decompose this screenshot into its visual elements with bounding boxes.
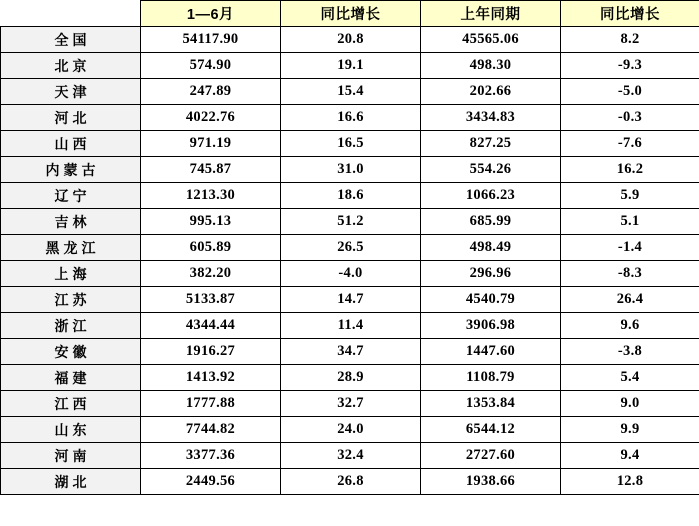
cell-v1: 1413.92 bbox=[141, 365, 281, 391]
cell-v1: 745.87 bbox=[141, 157, 281, 183]
cell-v1: 247.89 bbox=[141, 79, 281, 105]
cell-region: 黑龙江 bbox=[1, 235, 141, 261]
cell-v2: 18.6 bbox=[281, 183, 421, 209]
table-header-row bbox=[1, 1, 699, 27]
cell-v2: 16.5 bbox=[281, 131, 421, 157]
cell-v2: 15.4 bbox=[281, 79, 421, 105]
table-row bbox=[1, 157, 699, 183]
cell-region: 浙江 bbox=[1, 313, 141, 339]
cell-region: 福建 bbox=[1, 365, 141, 391]
cell-v2: 19.1 bbox=[281, 53, 421, 79]
table-row bbox=[1, 365, 699, 391]
cell-v2: 20.8 bbox=[281, 27, 421, 53]
cell-v3: 3434.83 bbox=[421, 105, 561, 131]
cell-region: 全国 bbox=[1, 27, 141, 53]
table-row bbox=[1, 443, 699, 469]
cell-v4: 9.4 bbox=[561, 443, 699, 469]
cell-v3: 1353.84 bbox=[421, 391, 561, 417]
table-body bbox=[1, 27, 699, 495]
cell-v3: 45565.06 bbox=[421, 27, 561, 53]
cell-v4: -7.6 bbox=[561, 131, 699, 157]
cell-v1: 1916.27 bbox=[141, 339, 281, 365]
table-row bbox=[1, 391, 699, 417]
cell-v3: 4540.79 bbox=[421, 287, 561, 313]
cell-v2: 28.9 bbox=[281, 365, 421, 391]
table-row bbox=[1, 313, 699, 339]
cell-v3: 498.49 bbox=[421, 235, 561, 261]
table-row bbox=[1, 235, 699, 261]
cell-v4: -3.8 bbox=[561, 339, 699, 365]
cell-v4: 8.2 bbox=[561, 27, 699, 53]
cell-v4: -5.0 bbox=[561, 79, 699, 105]
table-row bbox=[1, 339, 699, 365]
cell-v3: 498.30 bbox=[421, 53, 561, 79]
cell-v3: 1938.66 bbox=[421, 469, 561, 495]
cell-v2: -4.0 bbox=[281, 261, 421, 287]
table-header bbox=[1, 1, 699, 27]
cell-region: 北京 bbox=[1, 53, 141, 79]
cell-region: 湖北 bbox=[1, 469, 141, 495]
table-row bbox=[1, 53, 699, 79]
cell-v1: 54117.90 bbox=[141, 27, 281, 53]
table-row bbox=[1, 79, 699, 105]
cell-v2: 51.2 bbox=[281, 209, 421, 235]
cell-v3: 1447.60 bbox=[421, 339, 561, 365]
cell-v4: -0.3 bbox=[561, 105, 699, 131]
column-header-previous-year: 上年同期 bbox=[421, 1, 561, 27]
cell-v1: 971.19 bbox=[141, 131, 281, 157]
table-row bbox=[1, 469, 699, 495]
cell-v1: 574.90 bbox=[141, 53, 281, 79]
column-header-region bbox=[1, 1, 141, 27]
cell-region: 天津 bbox=[1, 79, 141, 105]
cell-v4: 5.1 bbox=[561, 209, 699, 235]
cell-v1: 4022.76 bbox=[141, 105, 281, 131]
cell-v4: 12.8 bbox=[561, 469, 699, 495]
cell-v3: 1108.79 bbox=[421, 365, 561, 391]
cell-v1: 1213.30 bbox=[141, 183, 281, 209]
cell-v2: 26.8 bbox=[281, 469, 421, 495]
cell-region: 河北 bbox=[1, 105, 141, 131]
table-row bbox=[1, 287, 699, 313]
table-row bbox=[1, 131, 699, 157]
cell-v4: 26.4 bbox=[561, 287, 699, 313]
cell-region: 上海 bbox=[1, 261, 141, 287]
cell-region: 吉林 bbox=[1, 209, 141, 235]
cell-region: 江西 bbox=[1, 391, 141, 417]
cell-region: 江苏 bbox=[1, 287, 141, 313]
cell-v2: 14.7 bbox=[281, 287, 421, 313]
cell-v4: 5.9 bbox=[561, 183, 699, 209]
cell-v3: 202.66 bbox=[421, 79, 561, 105]
cell-v2: 32.7 bbox=[281, 391, 421, 417]
column-header-current-period: 1—6月 bbox=[141, 1, 281, 27]
cell-v2: 16.6 bbox=[281, 105, 421, 131]
cell-v3: 296.96 bbox=[421, 261, 561, 287]
column-header-growth-current: 同比增长 bbox=[281, 1, 421, 27]
cell-v1: 605.89 bbox=[141, 235, 281, 261]
cell-v1: 3377.36 bbox=[141, 443, 281, 469]
table-row bbox=[1, 105, 699, 131]
cell-v3: 3906.98 bbox=[421, 313, 561, 339]
cell-region: 内蒙古 bbox=[1, 157, 141, 183]
cell-v2: 31.0 bbox=[281, 157, 421, 183]
cell-v4: -1.4 bbox=[561, 235, 699, 261]
cell-v2: 26.5 bbox=[281, 235, 421, 261]
column-header-growth-previous: 同比增长 bbox=[561, 1, 699, 27]
cell-v2: 34.7 bbox=[281, 339, 421, 365]
cell-region: 安徽 bbox=[1, 339, 141, 365]
cell-v4: -9.3 bbox=[561, 53, 699, 79]
cell-v4: 9.9 bbox=[561, 417, 699, 443]
cell-region: 山西 bbox=[1, 131, 141, 157]
cell-v3: 685.99 bbox=[421, 209, 561, 235]
cell-v1: 4344.44 bbox=[141, 313, 281, 339]
cell-v1: 382.20 bbox=[141, 261, 281, 287]
cell-v2: 11.4 bbox=[281, 313, 421, 339]
cell-v1: 995.13 bbox=[141, 209, 281, 235]
cell-v4: 9.6 bbox=[561, 313, 699, 339]
table-row bbox=[1, 261, 699, 287]
cell-v2: 32.4 bbox=[281, 443, 421, 469]
cell-v2: 24.0 bbox=[281, 417, 421, 443]
cell-v1: 7744.82 bbox=[141, 417, 281, 443]
cell-v4: 9.0 bbox=[561, 391, 699, 417]
cell-v3: 2727.60 bbox=[421, 443, 561, 469]
cell-v3: 6544.12 bbox=[421, 417, 561, 443]
table-row bbox=[1, 27, 699, 53]
cell-v4: 16.2 bbox=[561, 157, 699, 183]
table-row bbox=[1, 183, 699, 209]
cell-v3: 1066.23 bbox=[421, 183, 561, 209]
cell-v1: 2449.56 bbox=[141, 469, 281, 495]
cell-v4: 5.4 bbox=[561, 365, 699, 391]
table-row bbox=[1, 417, 699, 443]
cell-v3: 827.25 bbox=[421, 131, 561, 157]
cell-region: 辽宁 bbox=[1, 183, 141, 209]
cell-region: 河南 bbox=[1, 443, 141, 469]
cell-v1: 5133.87 bbox=[141, 287, 281, 313]
cell-region: 山东 bbox=[1, 417, 141, 443]
cell-v1: 1777.88 bbox=[141, 391, 281, 417]
cell-v4: -8.3 bbox=[561, 261, 699, 287]
table-row bbox=[1, 209, 699, 235]
cell-v3: 554.26 bbox=[421, 157, 561, 183]
